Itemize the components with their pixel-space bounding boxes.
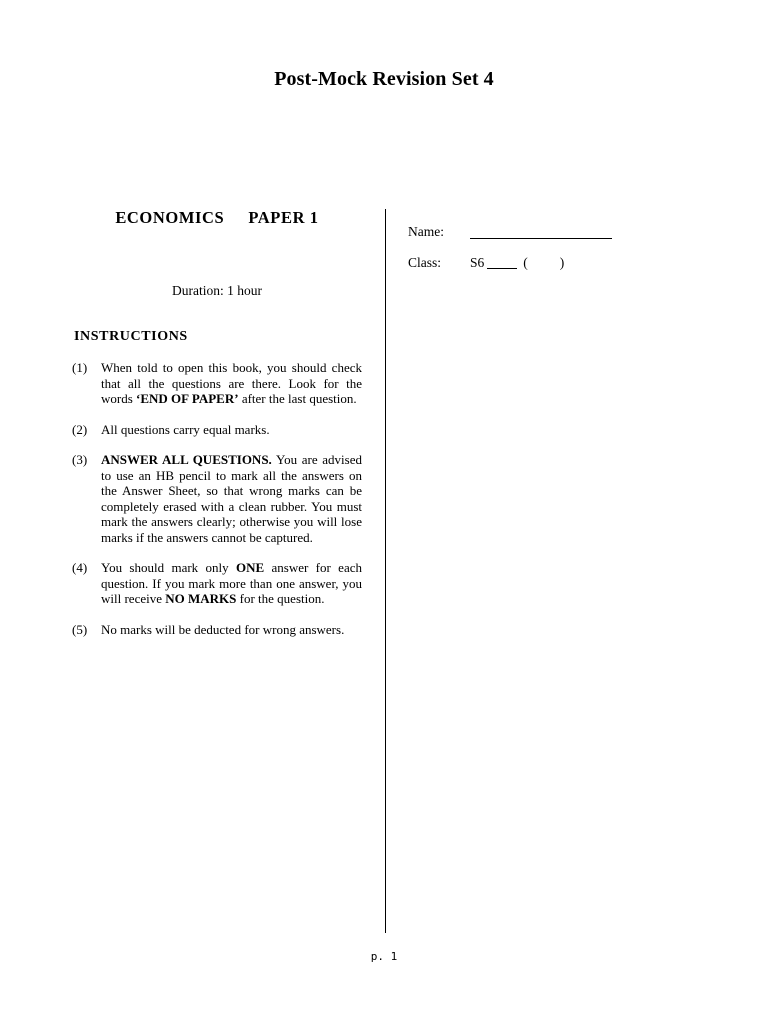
instruction-fragment: for the question. [236, 591, 325, 606]
instruction-text [101, 622, 362, 638]
instruction-text [101, 560, 362, 607]
duration: Duration: 1 hour [172, 283, 262, 298]
instruction-fragment: All questions carry equal marks. [101, 421, 270, 437]
paper-number: PAPER 1 [248, 208, 319, 227]
subject-heading [72, 208, 362, 228]
instruction-text [101, 452, 362, 545]
instructions-heading: INSTRUCTIONS [74, 329, 188, 344]
instruction-number: (5) [72, 621, 88, 637]
instructions-list [72, 360, 362, 652]
class-number-close: ) [559, 255, 565, 270]
class-prefix: S6 [470, 255, 485, 270]
name-blank[interactable] [470, 224, 612, 239]
instruction-fragment: You are advised to use an HB pencil to mark all the answers on the Answer Sheet, so that wrong marks can be completely erased with a clean rubber. You must mark the answers clearly; otherwise you will lose marks if the answers cannot be captured. [101, 452, 362, 545]
instruction-number: (4) [72, 560, 88, 575]
name-label: Name: [408, 224, 444, 239]
instruction-number: (2) [72, 421, 88, 437]
column-divider [385, 209, 386, 933]
instruction-number: (1) [72, 360, 88, 375]
instruction-text [101, 422, 362, 438]
student-info [408, 224, 612, 286]
instruction-item [72, 422, 362, 438]
name-field-row [408, 224, 612, 255]
paper-info-column [72, 208, 362, 637]
instruction-fragment: You should mark only [101, 560, 236, 575]
class-blank[interactable] [487, 255, 517, 269]
instruction-number: (3) [72, 452, 88, 467]
instruction-emphasis: ONE [235, 560, 265, 575]
instruction-item [72, 452, 362, 545]
instruction-emphasis: ‘END OF PAPER’ [136, 391, 239, 406]
class-label: Class: [408, 255, 442, 270]
instruction-fragment: after the last question. [238, 391, 357, 406]
instruction-fragment: No marks will be deducted for wrong answers. [101, 621, 345, 637]
instruction-text [101, 360, 362, 407]
instruction-item [72, 360, 362, 407]
class-field-row [408, 255, 612, 286]
instruction-item [72, 622, 362, 638]
instruction-item [72, 560, 362, 607]
page-number: p. 1 [370, 950, 398, 963]
instruction-fragment: When told to open this book, you should check that all the questions are there. Look for the words [101, 360, 362, 406]
instruction-fragment: answer for each question. If you mark more than one answer, you will receive [101, 560, 362, 606]
instruction-emphasis: NO MARKS [165, 591, 237, 606]
subject-name: ECONOMICS [115, 208, 225, 227]
document-title: Post-Mock Revision Set 4 [274, 68, 494, 90]
class-number-open: ( [523, 255, 528, 270]
instruction-emphasis: ANSWER ALL QUESTIONS. [101, 452, 272, 467]
